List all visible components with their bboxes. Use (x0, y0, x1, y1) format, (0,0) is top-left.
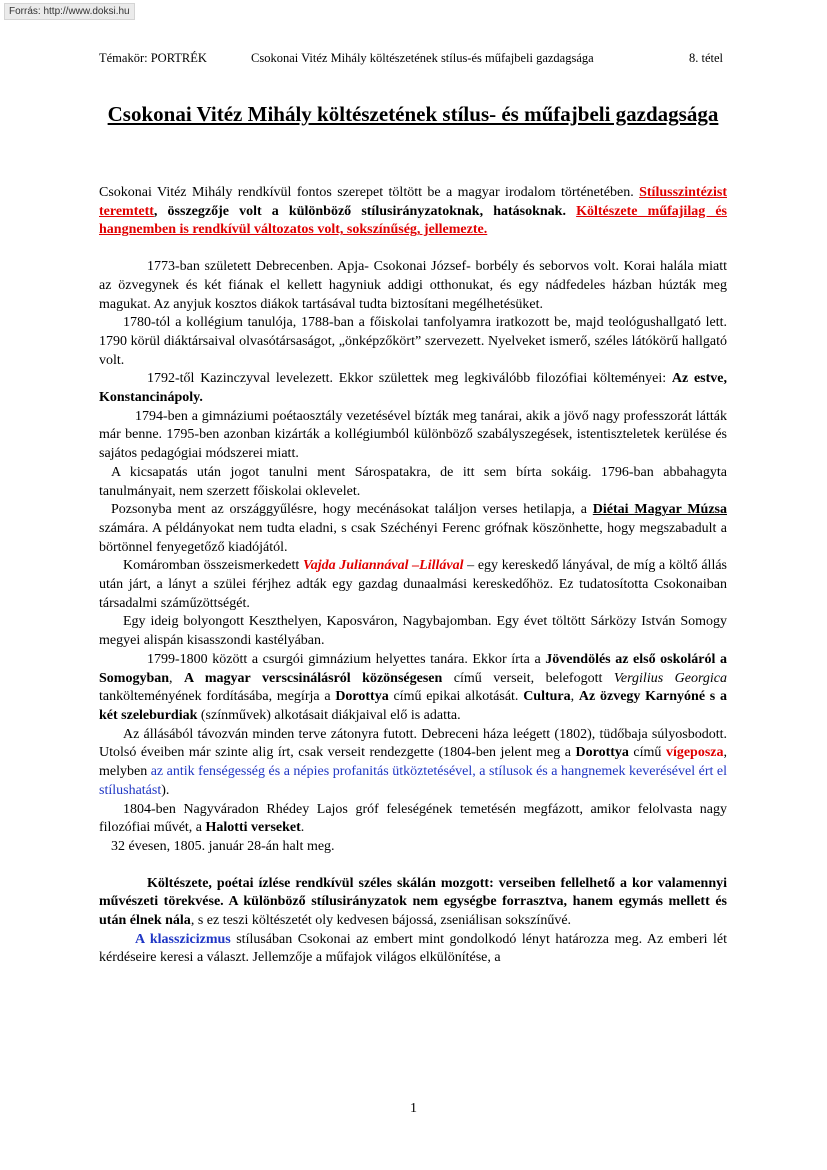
header-number: 8. tétel (689, 51, 724, 65)
intro-paragraph: Csokonai Vitéz Mihály rendkívül fontos szerepet töltött be a magyar irodalom történetében. Stílusszintézist teremtett, összegzője volt a különböző stílusirányzatoknak, hatásoknak. Költészete műfajilag és hangnemben is rendkívül változatos volt, sokszínűség, jellemezte. (99, 185, 728, 238)
bio-paragraph-7: Komáromban összeismerkedett Vajda Juliannával –Lillával – egy kereskedő lányával, de míg a költő állás után járt, a lányt a szülei férjhez adták egy gazdag dunaalmási kereskedőhöz. Ez tudatosította Csokonaiban társadalmi száműzöttségét. (99, 558, 727, 611)
source-label: Forrás: http://www.doksi.hu (4, 3, 135, 20)
bio-paragraph-5: A kicsapatás után jogot tanulni ment Sárospatakra, de itt sem bírta sokáig. 1796-ban abbahagyta tanulmányait, nem szerzett főiskolai oklevelet. (99, 464, 727, 499)
bio-paragraph-10: Az állásából távozván minden terve zátonyra futott. Debreceni háza leégett (1802), tüdőbaja súlyosbodott. Utolsó éveiben már szinte alig írt, csak verseit rendezgette (1804-ben jelent meg a Dorottya című vígeposza, melyben az antik fenségesség és a népies profanitás ütköztetésével, a stílusok és a hangnemek keverésével ért el stílushatást). (99, 726, 727, 798)
bio-paragraph-4: 1794-ben a gimnáziumi poétaosztály vezetésével bízták meg tanárai, akik a jövő nagy professzorát látták már benne. 1795-ben azonban kizárták a kollégiumból különböző szabályszegések, istentiszteletek kerülése és sajátos pedagógiai módszerei miatt. (99, 408, 727, 462)
page-number: 1 (410, 1101, 417, 1116)
bio-paragraph-11: 1804-ben Nagyváradon Rhédey Lajos gróf feleségének temetésén megfázott, amikor felolvasta nagy filozófiai művét, a Halotti verseket. (99, 801, 727, 836)
page-title: Csokonai Vitéz Mihály költészetének stílus- és műfajbeli gazdagsága (107, 102, 719, 126)
bio-paragraph-3: 1792-től Kazinczyval levelezett. Ekkor születtek meg legkiválóbb filozófiai költeményei: Az estve, Konstancinápoly. (99, 371, 727, 406)
document-body (99, 184, 727, 968)
poetics-paragraph-1: Költészete, poétai ízlése rendkívül széles skálán mozgott: verseiben fellelhető a kor valamennyi művészeti törekvése. A különböző stílusirányzatok nem egységbe forrasztva, hanem egymás mellett és után élnek nála, s ez teszi költészetét oly kedvesen bájossá, zseniálisan sokszínűvé. (99, 875, 727, 929)
bio-paragraph-8: Egy ideig bolyongott Keszthelyen, Kaposváron, Nagybajomban. Egy évet töltött Sárközy István Somogy megyei alispán kisasszondi kastélyában. (99, 614, 727, 649)
bio-paragraph-12: 32 évesen, 1805. január 28-án halt meg. (111, 838, 335, 854)
bio-paragraph-9: 1799-1800 között a csurgói gimnázium helyettes tanára. Ekkor írta a Jövendölés az első oskoláról a Somogyban, A magyar verscsinálásról közönségesen című verseit, belefogott Vergilius Georgica tankölteményének fordításába, megírja a Dorottya című epikai alkotását. Cultura, Az özvegy Karnyóné s a két szeleburdiak (színművek) alkotásait diákjaival elő is adatta. (99, 651, 728, 723)
bio-paragraph-6: Pozsonyba ment az országgyűlésre, hogy mecénásokat találjon verses hetilapja, a Diétai Magyar Múzsa számára. A példányokat nem tudta eladni, s csak Széchényi Ferenc grófnak köszönhette, hogy megszabadult a börtönnel fenyegetőző kiadójától. (99, 502, 727, 555)
bio-paragraph-1: 1773-ban született Debrecenben. Apja- Csokonai József- borbély és seborvos volt. Korai halála miatt az özvegynek és két fiának el kellett hagyniuk addigi otthonukat, és egy nádfedeles házban húzták meg magukat. Az anyjuk kosztos diákok tartásával tudta biztosítani megélhetésüket. (99, 259, 727, 312)
bio-paragraph-2: 1780-tól a kollégium tanulója, 1788-ban a főiskolai tanfolyamra iratkozott be, majd teológushallgató lett. 1790 körül diáktársaival olvasótársaságot, „önképzőkört” szervezett. Nyelveket ismerő, széles látókörű hallgató volt. (99, 315, 727, 368)
header-topic: Témakör: PORTRÉK (99, 51, 207, 65)
poetics-paragraph-2: A klasszicizmus stílusában Csokonai az embert mint gondolkodó lényt határozza meg. Az emberi lét kérdéseire keresi a választ. Jellemzője a műfajok világos elkülönítése, a (99, 931, 728, 966)
header-subject: Csokonai Vitéz Mihály költészetének stílus-és műfajbeli gazdagsága (251, 51, 594, 65)
